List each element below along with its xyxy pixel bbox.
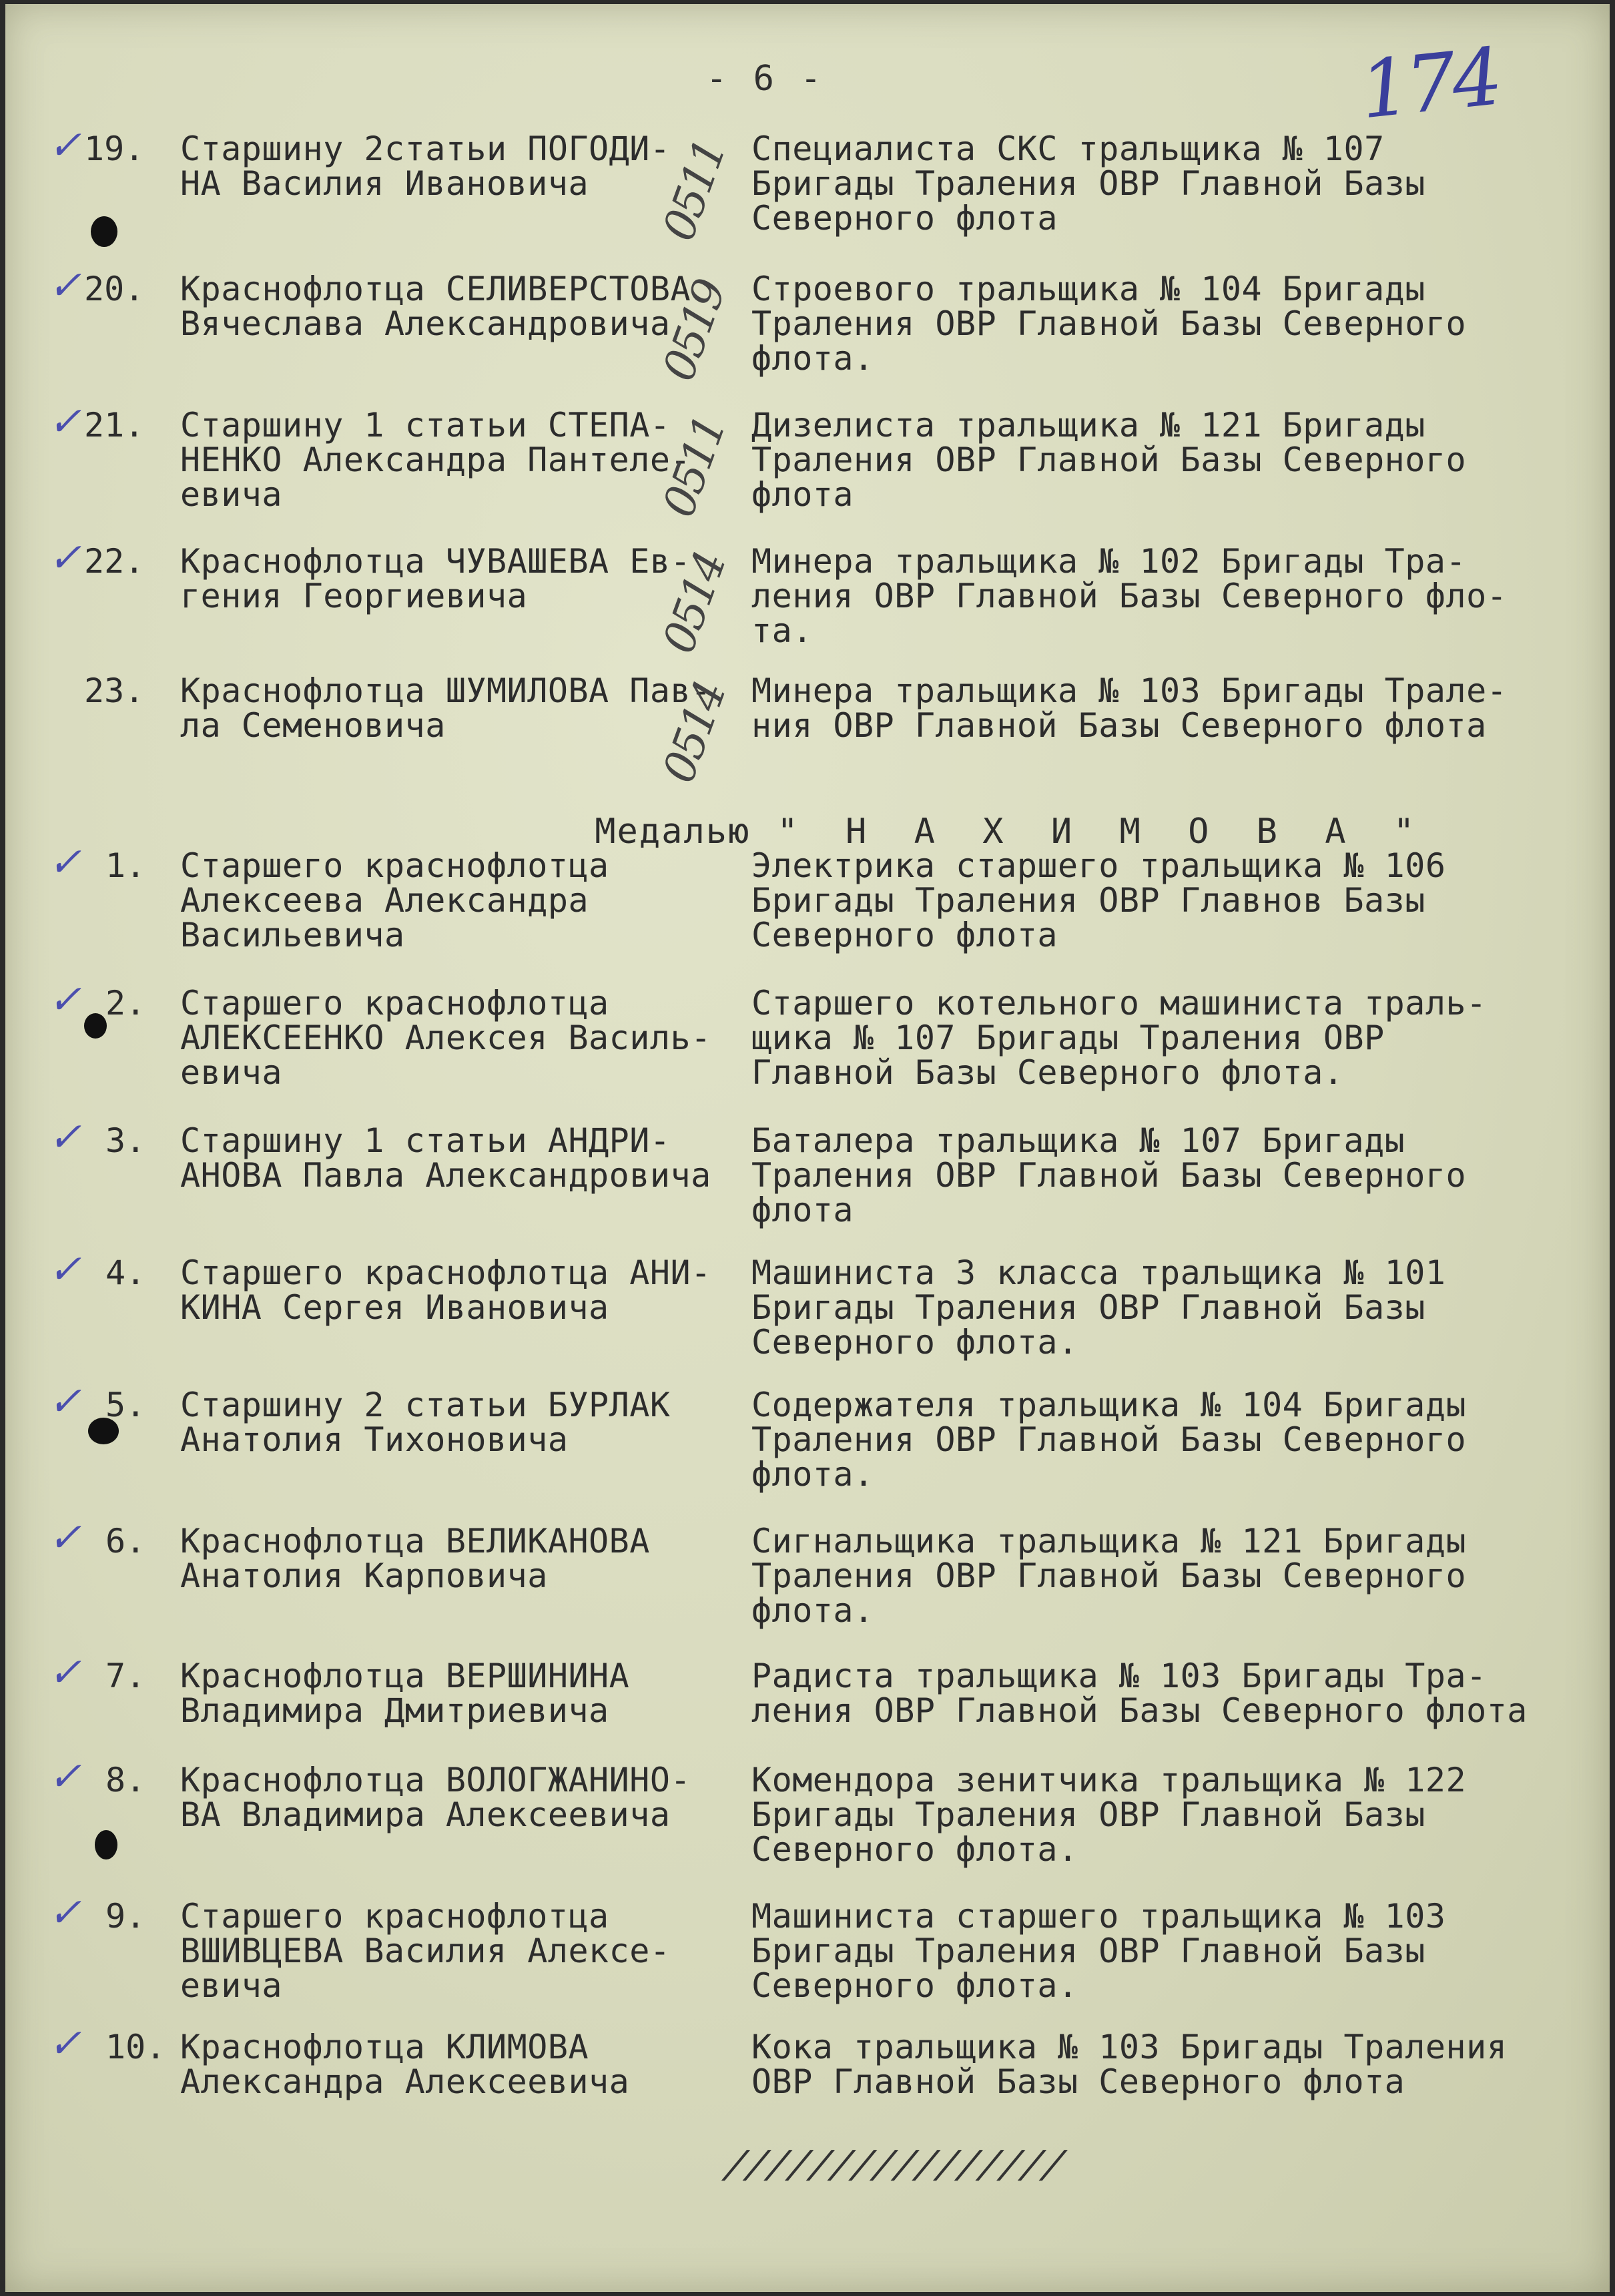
- document-page: [5, 4, 1610, 2292]
- page-number: - 6 -: [706, 59, 824, 99]
- recipient-name-line: Старшину 2 статьи БУРЛАК: [180, 1386, 671, 1424]
- entry-number: 22.: [84, 542, 145, 581]
- section-prefix: Медалью: [595, 812, 751, 852]
- recipient-name-line: Краснофлотца ВЕРШИНИНА: [180, 1657, 630, 1695]
- check-mark: ✓: [48, 2020, 82, 2067]
- entry-number: 6.: [105, 1522, 146, 1560]
- position-line: Кока тральщика № 103 Бригады Траления: [751, 2028, 1508, 2066]
- handwritten-mark: 0514: [653, 547, 736, 660]
- position-line: флота.: [751, 1591, 874, 1630]
- entry-number: 23.: [84, 671, 145, 710]
- recipient-name-line: Алексеева Александра: [180, 881, 589, 920]
- check-mark: ✓: [48, 535, 82, 581]
- check-mark: ✓: [48, 122, 82, 169]
- position-line: флота.: [751, 339, 874, 378]
- recipient-name-line: Владимира Дмитриевича: [180, 1691, 609, 1730]
- position-line: флота: [751, 1191, 854, 1229]
- recipient-name-line: евича: [180, 475, 283, 514]
- entry-number: 7.: [105, 1657, 146, 1695]
- recipient-name-line: НА Василия Ивановича: [180, 164, 589, 203]
- recipient-name-line: Старшего краснофлотца: [180, 984, 609, 1023]
- check-mark: ✓: [48, 839, 82, 886]
- recipient-name-line: Александра Алексеевича: [180, 2062, 630, 2101]
- recipient-name-line: АНОВА Павла Александровича: [180, 1156, 711, 1195]
- recipient-name-line: Анатолия Карповича: [180, 1556, 548, 1595]
- position-line: флота.: [751, 1455, 874, 1494]
- entry-number: 2.: [105, 984, 146, 1023]
- recipient-name-line: Старшего краснофлотца: [180, 846, 609, 885]
- position-line: Баталера тральщика № 107 Бригады: [751, 1121, 1405, 1160]
- check-mark: ✓: [48, 398, 82, 445]
- position-line: Бригады Траления ОВР Главной Базы: [751, 164, 1425, 203]
- position-line: Бригады Траления ОВР Главнов Базы: [751, 881, 1425, 920]
- position-line: Машиниста старшего тральщика № 103: [751, 1897, 1446, 1936]
- entry-number: 9.: [105, 1897, 146, 1936]
- entry-number: 1.: [105, 846, 146, 885]
- check-mark: ✓: [48, 262, 82, 309]
- position-line: Дизелиста тральщика № 121 Бригады: [751, 406, 1425, 445]
- punch-hole: [84, 1013, 107, 1039]
- position-line: ления ОВР Главной Базы Северного флота: [751, 1691, 1528, 1730]
- position-line: щика № 107 Бригады Траления ОВР: [751, 1019, 1385, 1057]
- recipient-name-line: Старшину 2статьи ПОГОДИ-: [180, 129, 671, 168]
- recipient-name-line: ВА Владимира Алексеевича: [180, 1795, 671, 1834]
- recipient-name-line: Старшего краснофлотца: [180, 1897, 609, 1936]
- entry-number: 8.: [105, 1761, 146, 1799]
- handwritten-mark: 0511: [653, 410, 736, 524]
- recipient-name-line: НЕНКО Александра Пантеле-: [180, 441, 691, 479]
- entry-number: 3.: [105, 1121, 146, 1160]
- position-line: ния ОВР Главной Базы Северного флота: [751, 706, 1487, 745]
- recipient-name-line: Краснофлотца ВОЛОГЖАНИНО-: [180, 1761, 691, 1799]
- position-line: Строевого тральщика № 104 Бригады: [751, 270, 1425, 308]
- recipient-name-line: Старшину 1 статьи АНДРИ-: [180, 1121, 671, 1160]
- position-line: Траления ОВР Главной Базы Северного: [751, 304, 1467, 343]
- position-line: Радиста тральщика № 103 Бригады Тра-: [751, 1657, 1487, 1695]
- entry-number: 21.: [84, 406, 145, 445]
- check-mark: ✓: [48, 1890, 82, 1936]
- recipient-name-line: Васильевича: [180, 916, 405, 954]
- check-mark: ✓: [48, 1246, 82, 1293]
- position-line: Северного флота: [751, 916, 1058, 954]
- check-mark: ✓: [48, 1514, 82, 1561]
- recipient-name-line: АЛЕКСЕЕНКО Алексея Василь-: [180, 1019, 711, 1057]
- check-mark: ✓: [48, 1114, 82, 1161]
- position-line: Главной Базы Северного флота.: [751, 1053, 1344, 1092]
- position-line: Минера тральщика № 103 Бригады Трале-: [751, 671, 1508, 710]
- recipient-name-line: Старшего краснофлотца АНИ-: [180, 1253, 711, 1292]
- check-mark: ✓: [48, 1649, 82, 1696]
- recipient-name-line: КИНА Сергея Ивановича: [180, 1288, 609, 1327]
- position-line: Северного флота.: [751, 1830, 1078, 1869]
- recipient-name-line: ла Семеновича: [180, 706, 446, 745]
- position-line: Бригады Траления ОВР Главной Базы: [751, 1932, 1425, 1970]
- archive-number: 174: [1355, 30, 1503, 137]
- recipient-name-line: Анатолия Тихоновича: [180, 1420, 569, 1459]
- punch-hole: [95, 1830, 117, 1859]
- recipient-name-line: Краснофлотца КЛИМОВА: [180, 2028, 589, 2066]
- entry-number: 4.: [105, 1253, 146, 1292]
- punch-hole: [91, 216, 117, 247]
- position-line: Электрика старшего тральщика № 106: [751, 846, 1446, 885]
- entry-number: 19.: [84, 129, 145, 168]
- check-mark: ✓: [48, 976, 82, 1023]
- recipient-name-line: евича: [180, 1053, 283, 1092]
- footer-marks: ////////////////: [719, 2143, 1072, 2187]
- handwritten-mark: 0519: [653, 274, 736, 388]
- recipient-name-line: Краснофлотца ВЕЛИКАНОВА: [180, 1522, 650, 1560]
- position-line: Содержателя тральщика № 104 Бригады: [751, 1386, 1467, 1424]
- position-line: Комендора зенитчика тральщика № 122: [751, 1761, 1467, 1799]
- position-line: Старшего котельного машиниста траль-: [751, 984, 1487, 1023]
- position-line: Траления ОВР Главной Базы Северного: [751, 1156, 1467, 1195]
- position-line: Траления ОВР Главной Базы Северного: [751, 1420, 1467, 1459]
- check-mark: ✓: [48, 1378, 82, 1425]
- position-line: Специалиста СКС тральщика № 107: [751, 129, 1385, 168]
- recipient-name-line: гения Георгиевича: [180, 577, 528, 615]
- position-line: Северного флота: [751, 199, 1058, 238]
- position-line: Машиниста 3 класса тральщика № 101: [751, 1253, 1446, 1292]
- entry-number: 20.: [84, 270, 145, 308]
- position-line: Траления ОВР Главной Базы Северного: [751, 441, 1467, 479]
- position-line: Траления ОВР Главной Базы Северного: [751, 1556, 1467, 1595]
- handwritten-mark: 0514: [653, 676, 736, 790]
- recipient-name-line: Краснофлотца СЕЛИВЕРСТОВА: [180, 270, 691, 308]
- position-line: Минера тральщика № 102 Бригады Тра-: [751, 542, 1467, 581]
- position-line: Северного флота.: [751, 1323, 1078, 1362]
- entry-number: 5.: [105, 1386, 146, 1424]
- check-mark: ✓: [48, 1753, 82, 1800]
- recipient-name-line: Старшину 1 статьи СТЕПА-: [180, 406, 671, 445]
- entry-number: 10.: [105, 2028, 166, 2066]
- recipient-name-line: ВШИВЦЕВА Василия Алексе-: [180, 1932, 671, 1970]
- position-line: Бригады Траления ОВР Главной Базы: [751, 1795, 1425, 1834]
- position-line: ления ОВР Главной Базы Северного фло-: [751, 577, 1508, 615]
- position-line: Северного флота.: [751, 1966, 1078, 2005]
- section-title: " Н А Х И М О В А ": [777, 812, 1428, 852]
- position-line: флота: [751, 475, 854, 514]
- recipient-name-line: Краснофлотца ЧУВАШЕВА Ев-: [180, 542, 691, 581]
- recipient-name-line: Краснофлотца ШУМИЛОВА Пав-: [180, 671, 711, 710]
- position-line: Сигнальщика тральщика № 121 Бригады: [751, 1522, 1467, 1560]
- handwritten-mark: 0511: [653, 134, 736, 248]
- position-line: ОВР Главной Базы Северного флота: [751, 2062, 1405, 2101]
- position-line: Бригады Траления ОВР Главной Базы: [751, 1288, 1425, 1327]
- recipient-name-line: евича: [180, 1966, 283, 2005]
- position-line: та.: [751, 611, 813, 650]
- recipient-name-line: Вячеслава Александровича: [180, 304, 671, 343]
